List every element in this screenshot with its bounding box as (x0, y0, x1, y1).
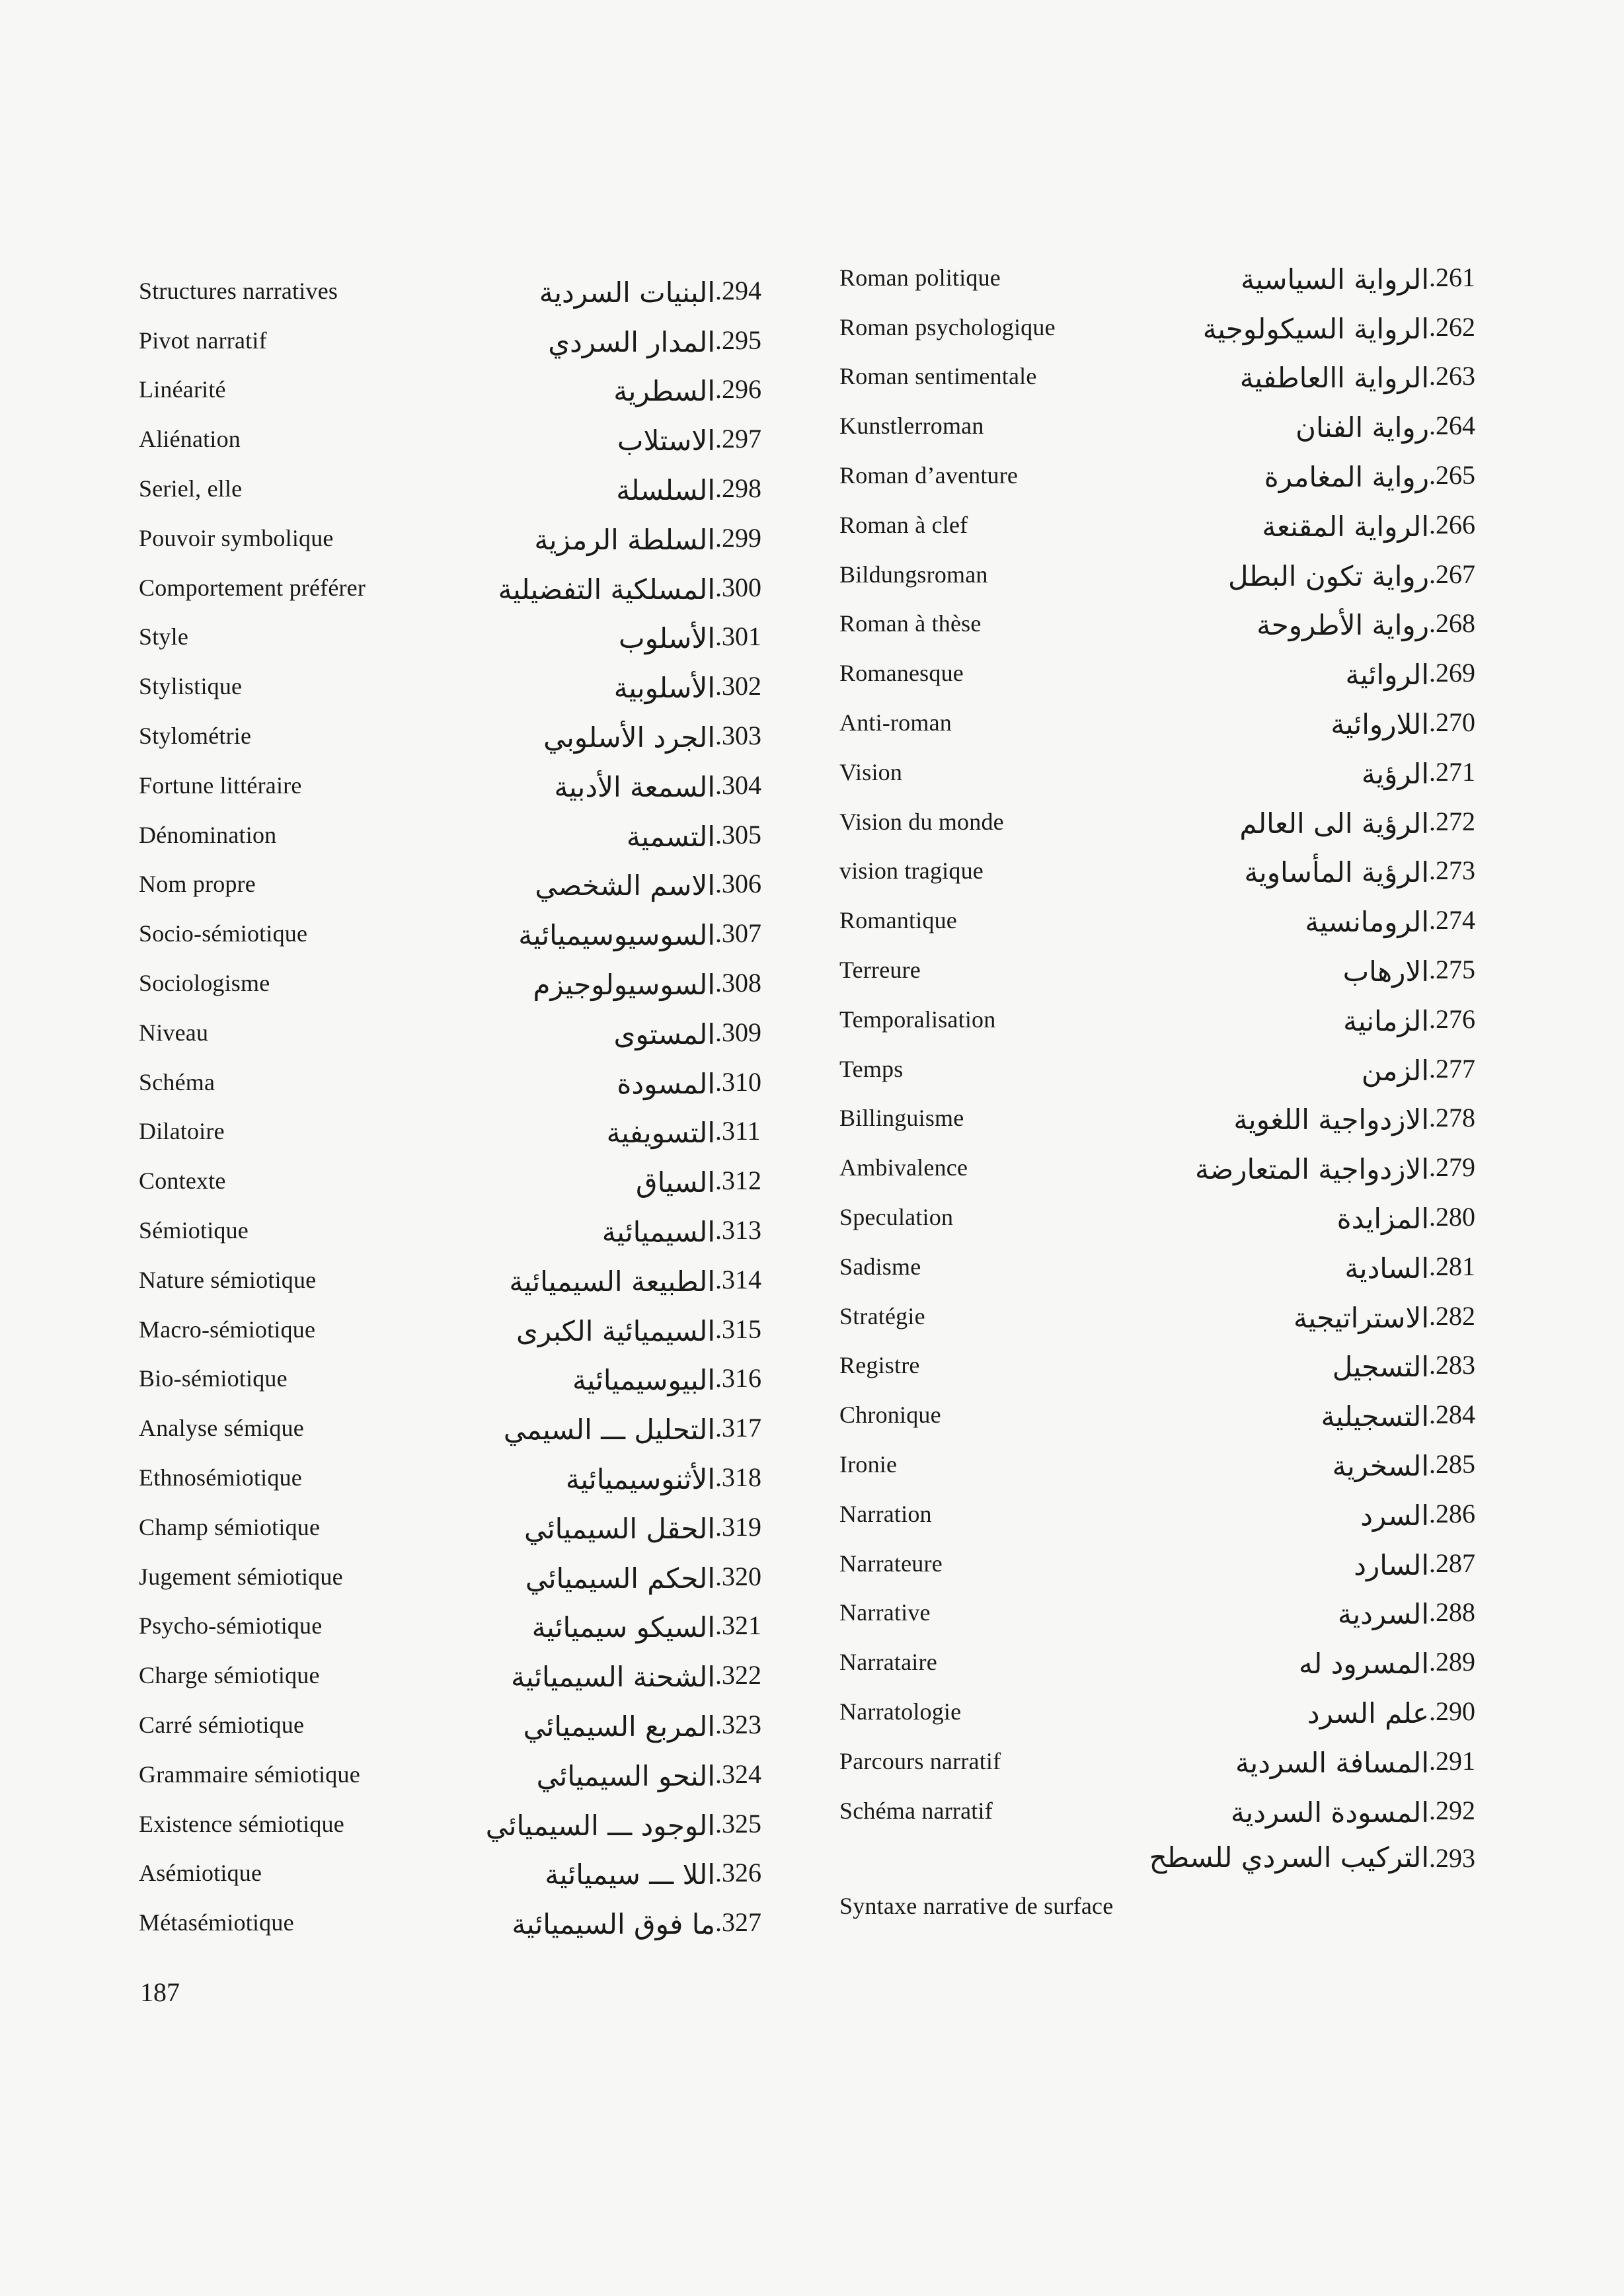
arabic-term: رواية تكون البطل (1228, 559, 1429, 592)
entry-number: .289 (1429, 1647, 1475, 1677)
arabic-term: الرواية السيكولوجية (1202, 312, 1429, 345)
glossary-entry (839, 449, 1507, 498)
glossary-entry (839, 1735, 1507, 1784)
entry-number: .264 (1429, 411, 1475, 441)
glossary-entry (839, 696, 1507, 746)
glossary-entry (839, 795, 1507, 845)
glossary-entry (139, 1550, 793, 1600)
french-term: Contexte (139, 1168, 226, 1195)
arabic-term: المسودة السردية (1231, 1796, 1429, 1829)
french-term: Bio-sémiotique (139, 1365, 288, 1392)
french-term: Grammaire sémiotique (139, 1761, 360, 1788)
french-term: Sadisme (839, 1253, 921, 1280)
glossary-column-left (139, 264, 793, 1946)
arabic-term: التسويفية (606, 1117, 715, 1150)
entry-number: .295 (715, 325, 761, 355)
glossary-entry (139, 512, 793, 561)
arabic-term: الازدواجية المتعارضة (1194, 1153, 1429, 1186)
entry-number: .319 (715, 1511, 761, 1542)
glossary-entry (839, 746, 1507, 795)
french-term: Roman politique (839, 264, 1001, 291)
arabic-term: المسرود له (1298, 1647, 1429, 1681)
arabic-term: الرواية السياسية (1241, 262, 1429, 296)
entry-number: .317 (715, 1413, 761, 1443)
arabic-term: الحقل السيميائي (523, 1512, 715, 1545)
french-term: Dénomination (139, 821, 277, 848)
entry-number: .310 (715, 1066, 761, 1097)
glossary-entry (139, 1056, 793, 1105)
entry-number: .313 (715, 1214, 761, 1245)
glossary-entry (139, 1253, 793, 1303)
glossary-entry (839, 1438, 1507, 1487)
arabic-term: الوجود ـــ السيميائي (485, 1809, 715, 1842)
arabic-term: اللا ـــ سيميائية (545, 1858, 715, 1891)
glossary-entry (139, 1698, 793, 1748)
entry-number: .323 (715, 1709, 761, 1739)
arabic-term: التسجيل (1332, 1351, 1429, 1384)
glossary-entry (839, 1537, 1507, 1587)
glossary-entry (139, 264, 793, 314)
french-term: Sociologisme (139, 969, 270, 996)
glossary-entry (839, 1043, 1507, 1092)
french-term: Stratégie (839, 1302, 925, 1329)
entry-number: .325 (715, 1808, 761, 1839)
entry-number: .287 (1429, 1548, 1475, 1578)
arabic-term: التركيب السردي للسطح (1149, 1841, 1429, 1874)
french-term: Aliénation (139, 426, 241, 453)
french-term: Narration (839, 1500, 932, 1527)
entry-number: .302 (715, 671, 761, 701)
entry-number: .300 (715, 572, 761, 602)
arabic-term: الاستلاب (617, 424, 715, 457)
entry-number: .278 (1429, 1103, 1475, 1133)
glossary-entry (839, 498, 1507, 548)
arabic-term: علم السرد (1307, 1696, 1429, 1729)
arabic-term: الرواية االعاطفية (1239, 362, 1429, 395)
glossary-entry (839, 251, 1507, 301)
french-term: Temps (839, 1055, 904, 1082)
french-term: Parcours narratif (839, 1747, 1001, 1774)
french-term: Ambivalence (839, 1154, 968, 1181)
glossary-entry (839, 1636, 1507, 1685)
french-term: Romanesque (839, 660, 964, 687)
french-term: Narrataire (839, 1649, 937, 1676)
entry-number: .305 (715, 819, 761, 850)
entry-number: .327 (715, 1907, 761, 1938)
arabic-term: الجرد الأسلوبي (543, 721, 715, 754)
french-term: Narratologie (839, 1698, 962, 1725)
entry-number: .296 (715, 374, 761, 405)
glossary-entry (139, 907, 793, 957)
french-term: Structures narratives (139, 277, 338, 304)
arabic-term: السيكو سيميائية (531, 1611, 715, 1644)
arabic-term: الأثنوسيميائية (565, 1462, 715, 1495)
entry-number: .261 (1429, 262, 1475, 292)
entry-number: .284 (1429, 1400, 1475, 1430)
french-term: Narrateure (839, 1550, 943, 1577)
arabic-term: الازدواجية اللغوية (1233, 1103, 1429, 1136)
entry-number: .322 (715, 1660, 761, 1690)
entry-number: .276 (1429, 1004, 1475, 1034)
entry-number: .294 (715, 275, 761, 305)
entry-number: .273 (1429, 855, 1475, 886)
glossary-entry (839, 1587, 1507, 1636)
arabic-term: التسمية (626, 820, 715, 853)
entry-number: .274 (1429, 905, 1475, 935)
french-term: Roman psychologique (839, 313, 1056, 340)
french-term: Pivot narratif (139, 327, 267, 354)
glossary-entry (139, 561, 793, 611)
glossary-entry (139, 1154, 793, 1204)
arabic-term: التحليل ـــ السيمي (503, 1413, 715, 1446)
entry-number: .268 (1429, 608, 1475, 639)
french-term: Existence sémiotique (139, 1810, 344, 1837)
page-number: 187 (140, 1977, 180, 2007)
arabic-term: السوسيولوجيزم (533, 968, 715, 1001)
french-term: Dilatoire (139, 1118, 225, 1145)
entry-number: .280 (1429, 1201, 1475, 1232)
french-term: Style (139, 623, 189, 651)
glossary-entry (139, 611, 793, 660)
entry-number: .324 (715, 1759, 761, 1789)
glossary-entry (139, 1204, 793, 1253)
glossary-entry (139, 957, 793, 1006)
arabic-term: المزايدة (1336, 1202, 1429, 1235)
glossary-entry (139, 314, 793, 364)
glossary-entry (839, 647, 1507, 696)
entry-number: .286 (1429, 1498, 1475, 1528)
french-term: vision tragique (839, 857, 984, 885)
entry-number: .267 (1429, 559, 1475, 589)
entry-number: .270 (1429, 707, 1475, 737)
entry-number: .262 (1429, 311, 1475, 342)
glossary-entry (839, 399, 1507, 449)
glossary-entry (139, 1353, 793, 1402)
french-term: Stylométrie (139, 722, 252, 749)
french-term: Billinguisme (839, 1105, 964, 1132)
glossary-entry (139, 1600, 793, 1649)
entry-number: .290 (1429, 1696, 1475, 1726)
glossary-entry (839, 1685, 1507, 1735)
arabic-term: الأسلوبية (613, 672, 715, 705)
french-term: Syntaxe narrative de surface (839, 1892, 1114, 1919)
french-term: Bildungsroman (839, 561, 988, 588)
entry-number: .266 (1429, 509, 1475, 539)
arabic-term: الشحنة السيميائية (511, 1661, 715, 1694)
arabic-term: الارهاب (1342, 955, 1429, 988)
glossary-entry (139, 462, 793, 512)
french-term: Jugement sémiotique (139, 1563, 343, 1590)
french-term: Narrative (839, 1599, 931, 1626)
entry-number: .297 (715, 424, 761, 454)
french-term: Sémiotique (139, 1216, 249, 1244)
glossary-entry (139, 1501, 793, 1550)
french-term: Macro-sémiotique (139, 1316, 316, 1343)
glossary-entry (839, 943, 1507, 993)
entry-number: .308 (715, 967, 761, 998)
glossary-entry (839, 993, 1507, 1043)
arabic-term: السردية (1337, 1598, 1429, 1631)
entry-number: .309 (715, 1017, 761, 1047)
entry-number: .307 (715, 918, 761, 949)
glossary-entry (139, 709, 793, 759)
glossary-entry (139, 660, 793, 709)
entry-number: .316 (715, 1363, 761, 1394)
glossary-entry (839, 1784, 1507, 1834)
entry-number: .291 (1429, 1745, 1475, 1776)
entry-number: .283 (1429, 1350, 1475, 1380)
arabic-term: المسلكية التفضيلية (498, 573, 715, 606)
arabic-term: المسافة السردية (1235, 1746, 1429, 1779)
glossary-entry (839, 1290, 1507, 1339)
arabic-term: النحو السيميائي (536, 1759, 715, 1792)
french-term: Seriel, elle (139, 475, 243, 502)
french-term: Stylistique (139, 673, 243, 700)
arabic-term: الرومانسية (1305, 906, 1429, 939)
french-term: Champ sémiotique (139, 1513, 321, 1540)
french-term: Schéma narratif (839, 1797, 993, 1824)
french-term: Nature sémiotique (139, 1266, 317, 1293)
french-term: Roman sentimentale (839, 363, 1037, 390)
french-term: Chronique (839, 1402, 941, 1429)
arabic-term: ما فوق السيميائية (512, 1908, 715, 1941)
glossary-entry (139, 759, 793, 809)
glossary-entry (839, 1388, 1507, 1438)
entry-number: .326 (715, 1858, 761, 1888)
glossary-column-right (839, 251, 1507, 1920)
entry-number: .292 (1429, 1795, 1475, 1825)
glossary-entry (139, 1649, 793, 1698)
glossary-entry (839, 1141, 1507, 1191)
french-term: Registre (839, 1352, 920, 1379)
entry-number: .306 (715, 869, 761, 899)
arabic-term: اللاروائية (1331, 707, 1429, 740)
french-term: Asémiotique (139, 1860, 262, 1887)
french-term: Charge sémiotique (139, 1662, 320, 1689)
glossary-entry (839, 1339, 1507, 1389)
entry-number: .293 (1429, 1842, 1475, 1873)
arabic-term: الاستراتيجية (1294, 1301, 1429, 1334)
glossary-entry (839, 894, 1507, 943)
french-term: Vision (839, 758, 903, 785)
glossary-entry (139, 1303, 793, 1353)
glossary-entry (139, 1896, 793, 1946)
french-term: Speculation (839, 1203, 954, 1230)
french-term: Schéma (139, 1068, 215, 1095)
french-term: Temporalisation (839, 1006, 996, 1033)
arabic-term: المربع السيميائي (523, 1710, 715, 1743)
arabic-term: المسودة (617, 1067, 715, 1100)
arabic-term: السلسلة (616, 473, 715, 506)
entry-number: .315 (715, 1314, 761, 1344)
glossary-entry (139, 809, 793, 858)
glossary-entry (839, 1191, 1507, 1240)
arabic-term: السادية (1344, 1251, 1429, 1285)
glossary-entry (139, 858, 793, 908)
arabic-term: الروائية (1345, 658, 1429, 692)
french-term: Roman à clef (839, 511, 968, 538)
entry-number: .277 (1429, 1053, 1475, 1084)
glossary-entry (139, 1798, 793, 1847)
arabic-term: السياق (636, 1166, 715, 1199)
glossary-entry (139, 364, 793, 413)
entry-number: .282 (1429, 1300, 1475, 1331)
glossary-entry (839, 301, 1507, 350)
entry-number: .281 (1429, 1251, 1475, 1281)
french-term: Carré sémiotique (139, 1711, 305, 1738)
french-term: Socio-sémiotique (139, 920, 308, 947)
arabic-term: الرواية المقنعة (1262, 510, 1429, 543)
entry-number: .275 (1429, 954, 1475, 984)
arabic-term: السوسيوسيميائية (518, 919, 715, 952)
glossary-entry (139, 1847, 793, 1897)
arabic-term: المدار السردي (548, 325, 715, 358)
french-term: Fortune littéraire (139, 772, 302, 799)
french-term: Linéarité (139, 376, 226, 403)
french-term: Anti-roman (839, 709, 952, 736)
entry-number: .269 (1429, 658, 1475, 688)
arabic-term: السيميائية الكبرى (516, 1314, 715, 1347)
french-term: Romantique (839, 907, 957, 934)
entry-number: .265 (1429, 459, 1475, 490)
glossary-entry (139, 1748, 793, 1798)
arabic-term: السيميائية (601, 1215, 715, 1248)
entry-number: .298 (715, 473, 761, 503)
glossary-entry (839, 548, 1507, 598)
french-term: Terreure (839, 956, 921, 983)
glossary-entry (839, 1240, 1507, 1290)
glossary-entry (139, 413, 793, 462)
french-term: Roman à thèse (839, 610, 982, 637)
glossary-entry (839, 845, 1507, 894)
french-term: Analyse sémique (139, 1415, 304, 1442)
glossary-entry (839, 1487, 1507, 1537)
arabic-term: الأسلوب (619, 622, 715, 655)
entry-number: .263 (1429, 361, 1475, 391)
arabic-term: الزمانية (1343, 1004, 1429, 1037)
arabic-term: البيوسيميائية (572, 1364, 715, 1397)
glossary-entry (139, 1006, 793, 1056)
entry-number: .312 (715, 1166, 761, 1196)
arabic-term: السرد (1360, 1499, 1429, 1532)
entry-number: .311 (715, 1116, 761, 1146)
arabic-term: السخرية (1332, 1449, 1429, 1482)
french-term: Niveau (139, 1019, 209, 1046)
glossary-entry (839, 598, 1507, 647)
arabic-term: رواية الفنان (1295, 411, 1429, 444)
glossary-entry (839, 350, 1507, 400)
french-term: Nom propre (139, 871, 256, 898)
arabic-term: السمعة الأدبية (554, 770, 715, 803)
french-term: Métasémiotique (139, 1909, 294, 1936)
arabic-term: الحكم السيميائي (525, 1562, 715, 1595)
arabic-term: الرؤية (1361, 757, 1429, 790)
arabic-term: الطبيعة السيميائية (509, 1265, 715, 1298)
glossary-entry (839, 1092, 1507, 1142)
entry-number: .288 (1429, 1597, 1475, 1628)
glossary-entry (139, 1105, 793, 1155)
entry-number: .272 (1429, 806, 1475, 836)
arabic-term: السارد (1354, 1548, 1429, 1581)
entry-number: .279 (1429, 1152, 1475, 1183)
arabic-term: رواية المغامرة (1264, 460, 1429, 493)
french-term: Vision du monde (839, 808, 1004, 835)
arabic-term: الاسم الشخصي (535, 869, 715, 902)
arabic-term: السلطة الرمزية (534, 523, 715, 556)
french-term: Psycho-sémiotique (139, 1612, 323, 1640)
french-term: Comportement préférer (139, 574, 366, 601)
glossary-entry (839, 1834, 1507, 1920)
arabic-term: الرؤية المأساوية (1244, 856, 1429, 889)
glossary-entry (139, 1402, 793, 1451)
entry-number: .320 (715, 1561, 761, 1591)
entry-number: .285 (1429, 1448, 1475, 1479)
entry-number: .299 (715, 522, 761, 553)
french-term: Pouvoir symbolique (139, 524, 334, 551)
french-term: Ethnosémiotique (139, 1464, 302, 1491)
entry-number: .304 (715, 770, 761, 800)
entry-number: .314 (715, 1264, 761, 1294)
arabic-term: الرؤية الى العالم (1239, 807, 1429, 840)
french-term: Roman d’aventure (839, 461, 1019, 489)
arabic-term: الزمن (1361, 1054, 1429, 1087)
entry-number: .321 (715, 1610, 761, 1641)
glossary-entry (139, 1451, 793, 1501)
entry-number: .271 (1429, 756, 1475, 787)
entry-number: .301 (715, 621, 761, 652)
arabic-term: رواية الأطروحة (1257, 609, 1429, 642)
arabic-term: البنيات السردية (539, 276, 715, 309)
arabic-term: السطرية (613, 375, 715, 408)
arabic-term: المستوى (613, 1017, 715, 1050)
entry-number: .318 (715, 1462, 761, 1492)
french-term: Kunstlerroman (839, 413, 984, 440)
arabic-term: التسجيلية (1321, 1400, 1429, 1433)
entry-number: .303 (715, 720, 761, 750)
french-term: Ironie (839, 1450, 898, 1478)
